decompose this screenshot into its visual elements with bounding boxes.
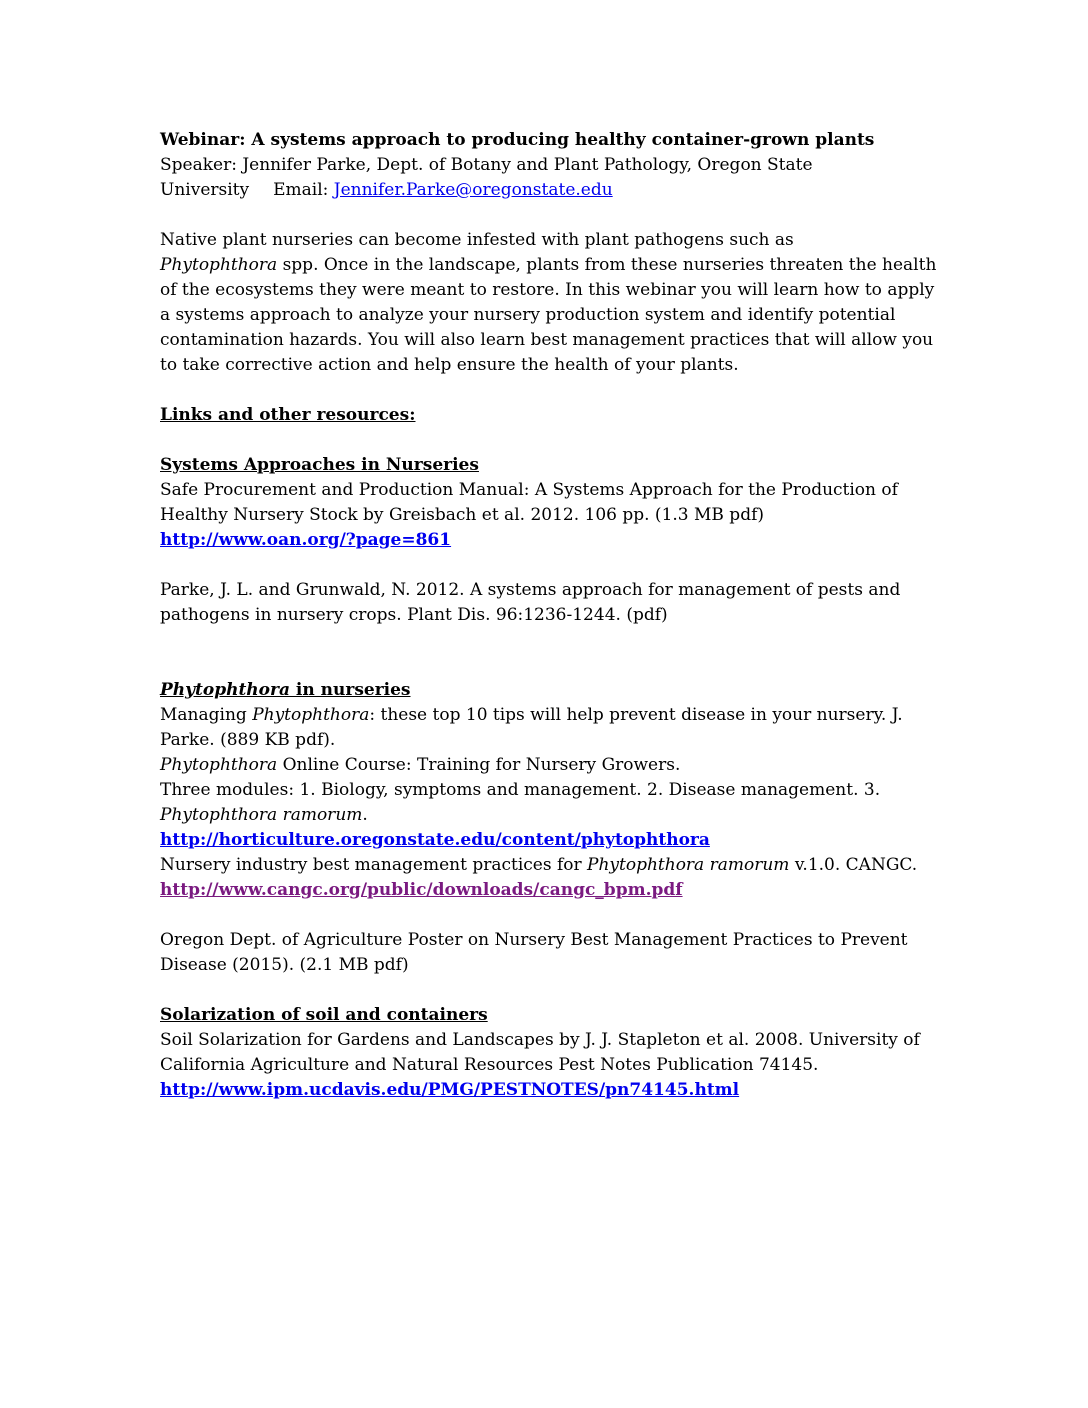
links-heading: Links and other resources:: [160, 405, 416, 425]
email-link[interactable]: Jennifer.Parke@oregonstate.edu: [333, 180, 613, 200]
phyto-item-3-pre: Nursery industry best management practices for: [160, 855, 588, 875]
phytophthora-heading: [160, 678, 940, 703]
phyto-item-1-italic: Phytophthora: [252, 705, 370, 725]
solar-item-1-text: Soil Solarization for Gardens and Landscapes by J. J. Stapleton et al. 2008. University of California Agriculture and Natural Resources Pest Notes Publication 74145.: [160, 1030, 920, 1075]
phytophthora-item-4: Oregon Dept. of Agriculture Poster on Nursery Best Management Practices to Prevent Disease (2015). (2.1 MB pdf): [160, 930, 908, 975]
systems-item-2: Parke, J. L. and Grunwald, N. 2012. A systems approach for management of pests and pathogens in nursery crops. Plant Dis. 96:1236-1244. (pdf): [160, 580, 901, 625]
phyto-item-2-end: .: [362, 805, 368, 825]
phyto-item-2-line2: Three modules: 1. Biology, symptoms and management. 2. Disease management. 3.: [160, 780, 881, 800]
systems-heading: Systems Approaches in Nurseries: [160, 455, 479, 475]
phyto-item-2-italic2: Phytophthora ramorum: [160, 805, 363, 825]
solarization-item-1: [160, 1028, 940, 1103]
systems-item-1-text: Safe Procurement and Production Manual: A Systems Approach for the Production of Healthy Nursery Stock by Greisbach et al. 2012. 106 pp. (1.3 MB pdf): [160, 480, 898, 525]
phytophthora-heading-italic: Phytophthora: [160, 680, 290, 700]
intro-text-2: spp. Once in the landscape, plants from these nurseries threaten the health of the ecosystems they were meant to restore. In this webinar you will learn how to apply a systems approach to analyze your nursery production system and identify potential contamination hazards. You will also learn best management practices that will allow you to take corrective action and help ensure the health of your plants.: [160, 255, 937, 375]
phyto-item-3-post: v.1.0. CANGC.: [789, 855, 918, 875]
phytophthora-item-2: [160, 753, 940, 853]
intro-text-1: Native plant nurseries can become infested with plant pathogens such as: [160, 230, 794, 250]
phyto-item-3-italic: Phytophthora ramorum: [587, 855, 790, 875]
phyto-item-2-italic: Phytophthora: [160, 755, 278, 775]
phytophthora-item-1: [160, 703, 940, 753]
speaker-line: Speaker: Jennifer Parke, Dept. of Botany and Plant Pathology, Oregon State: [160, 155, 813, 175]
intro-italic: Phytophthora: [160, 255, 278, 275]
horticulture-link[interactable]: http://horticulture.oregonstate.edu/content/phytophthora: [160, 830, 710, 850]
phytophthora-heading-rest: in nurseries: [289, 680, 411, 700]
oan-link[interactable]: http://www.oan.org/?page=861: [160, 530, 452, 550]
cangc-link[interactable]: http://www.cangc.org/public/downloads/cangc_bpm.pdf: [160, 880, 683, 900]
ipm-link[interactable]: http://www.ipm.ucdavis.edu/PMG/PESTNOTES/pn74145.html: [160, 1080, 740, 1100]
phyto-item-1-pre: Managing: [160, 705, 253, 725]
systems-item-1: [160, 478, 940, 553]
phytophthora-item-3: [160, 853, 940, 903]
phyto-item-2-line1: Online Course: Training for Nursery Growers.: [277, 755, 681, 775]
page-title: Webinar: A systems approach to producing healthy container-grown plants: [160, 130, 875, 150]
email-label: Email:: [273, 180, 334, 200]
phyto-item-1-post: : these top 10 tips will help prevent disease in your nursery. J. Parke. (889 KB pdf).: [160, 705, 903, 750]
intro-paragraph: [160, 228, 940, 378]
speaker-info: [160, 153, 940, 203]
solarization-heading: Solarization of soil and containers: [160, 1005, 488, 1025]
speaker-affiliation-end: University: [160, 180, 250, 200]
document-page: [160, 128, 940, 1103]
